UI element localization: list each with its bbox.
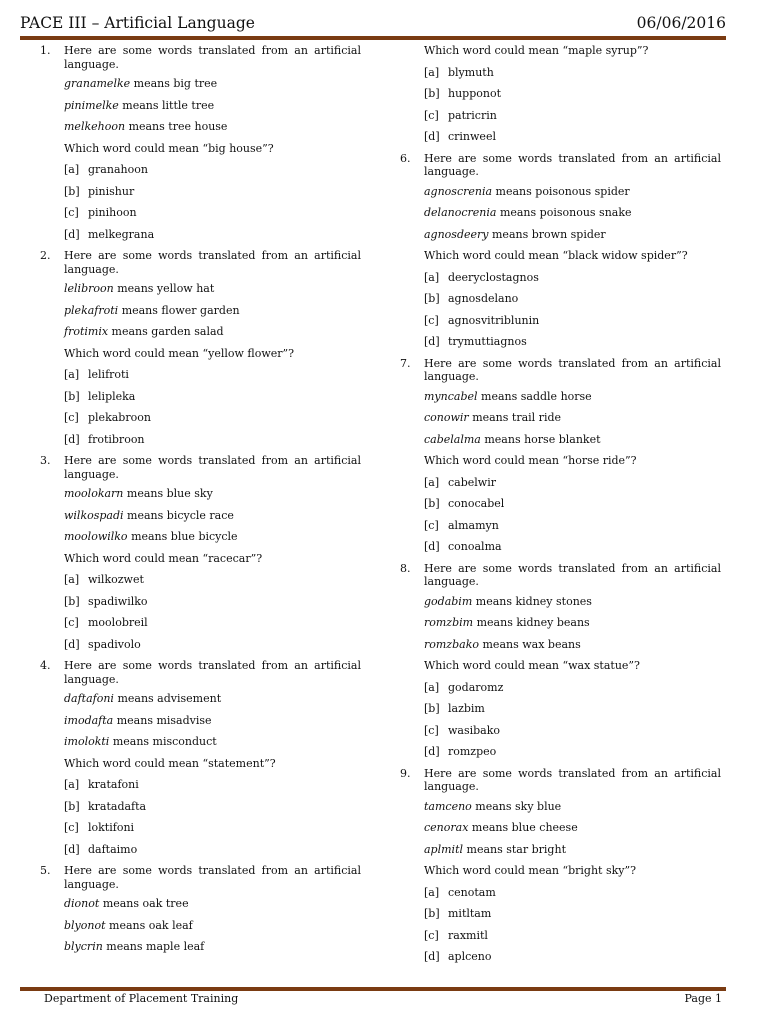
example-word: moolowilko [64, 530, 128, 543]
option-text: spadiwilko [88, 594, 148, 608]
option-text: plekabroon [88, 411, 151, 424]
option-c [40, 821, 361, 843]
option-a [400, 681, 721, 703]
question-3 [40, 454, 361, 659]
question-5-continued [400, 44, 721, 152]
option-a [40, 163, 361, 185]
question-intro: Here are some words translated from an artificial language. [424, 151, 721, 178]
question-intro: Here are some words translated from an artificial language. [64, 454, 361, 481]
option-a [400, 271, 721, 293]
option-d [400, 745, 721, 767]
example-word: daftafoni [64, 692, 114, 705]
option-text: hupponot [448, 87, 502, 100]
example-word: delanocrenia [424, 206, 497, 219]
question-prompt: Which word could mean “maple syrup”? [424, 44, 649, 57]
option-label: [a] [64, 368, 80, 381]
option-label: [c] [424, 108, 439, 122]
option-label: [b] [64, 389, 80, 403]
option-d [400, 130, 721, 152]
option-a [400, 66, 721, 88]
example-meaning: means advisement [117, 692, 222, 705]
example-meaning: means misadvise [116, 713, 212, 727]
option-text: kratadafta [88, 799, 147, 813]
example-line [400, 638, 721, 660]
right-column [400, 44, 721, 972]
example-line [40, 735, 361, 757]
option-d [400, 335, 721, 357]
question-4 [40, 659, 361, 864]
example-line [40, 325, 361, 347]
example-line [40, 487, 361, 509]
option-label: [d] [64, 637, 80, 651]
footer-department: Department of Placement Training [44, 992, 239, 1005]
option-label: [d] [64, 227, 80, 241]
question-8 [400, 562, 721, 767]
option-text: agnosdelano [448, 292, 519, 305]
example-word: aplmitl [424, 842, 464, 856]
example-line [40, 919, 361, 941]
example-meaning: means wax beans [482, 637, 581, 651]
example-line [40, 77, 361, 99]
option-text: godaromz [448, 680, 504, 694]
page-footer [44, 992, 722, 1005]
example-meaning: means flower garden [121, 303, 240, 317]
example-meaning: means big tree [133, 77, 218, 90]
option-text: raxmitl [448, 928, 488, 942]
question-prompt: Which word could mean “racecar”? [64, 551, 263, 565]
example-meaning: means tree house [128, 120, 228, 133]
option-text: mitltam [448, 907, 492, 920]
option-b [40, 185, 361, 207]
example-line [400, 821, 721, 843]
question-intro: Here are some words translated from an artificial language. [64, 249, 361, 276]
example-word: wilkospadi [64, 508, 124, 522]
option-label: [c] [64, 411, 79, 424]
question-intro: Here are some words translated from an artificial language. [424, 766, 721, 793]
example-line [40, 530, 361, 552]
example-meaning: means oak tree [102, 897, 189, 910]
option-a [40, 573, 361, 595]
option-d [40, 433, 361, 455]
page-header [20, 14, 726, 36]
option-label: [c] [424, 723, 439, 737]
header-title: PACE III – Artificial Language [20, 14, 255, 32]
option-label: [d] [64, 432, 80, 446]
option-b [400, 292, 721, 314]
question-6 [400, 152, 721, 357]
question-intro: Here are some words translated from an artificial language. [64, 659, 361, 686]
example-word: godabim [424, 594, 473, 608]
example-line [40, 897, 361, 919]
option-label: [c] [424, 313, 439, 327]
example-word: myncabel [424, 389, 478, 403]
option-label: [b] [424, 907, 440, 920]
option-label: [d] [424, 335, 440, 348]
option-text: daftaimo [88, 842, 138, 856]
example-meaning: means garden salad [111, 325, 224, 338]
option-text: deeryclostagnos [448, 270, 539, 284]
option-label: [d] [424, 130, 440, 143]
option-text: romzpeo [448, 745, 497, 758]
example-word: moolokarn [64, 487, 124, 500]
example-meaning: means blue cheese [471, 821, 578, 834]
example-line [40, 282, 361, 304]
option-label: [d] [424, 950, 440, 963]
question-number: 8. [400, 561, 411, 575]
example-word: lelibroon [64, 282, 114, 295]
option-text: conoalma [448, 540, 502, 553]
option-text: loktifoni [88, 821, 135, 834]
option-d [40, 638, 361, 660]
option-a [400, 886, 721, 908]
question-number: 5. [40, 864, 51, 877]
example-word: imolokti [64, 735, 110, 748]
header-date: 06/06/2016 [636, 14, 726, 32]
option-label: [a] [424, 65, 440, 79]
example-line [40, 99, 361, 121]
option-c [400, 724, 721, 746]
example-meaning: means oak leaf [109, 918, 193, 932]
question-intro: Here are some words translated from an artificial language. [64, 44, 361, 71]
example-word: cabelalma [424, 432, 481, 446]
example-line [400, 843, 721, 865]
example-line [40, 509, 361, 531]
option-b [400, 497, 721, 519]
option-text: frotibroon [88, 432, 145, 446]
option-text: wasibako [448, 723, 501, 737]
example-line [40, 940, 361, 962]
option-label: [a] [424, 475, 440, 489]
example-line [40, 304, 361, 326]
option-c [40, 616, 361, 638]
option-text: kratafoni [88, 778, 139, 791]
question-number: 4. [40, 659, 51, 672]
option-a [40, 778, 361, 800]
footer-page-number: Page 1 [684, 992, 722, 1005]
example-line [40, 120, 361, 142]
example-line [400, 185, 721, 207]
option-d [40, 228, 361, 250]
example-line [400, 616, 721, 638]
example-meaning: means little tree [122, 98, 215, 112]
question-prompt: Which word could mean “black widow spider”? [424, 249, 688, 262]
option-text: blymuth [448, 65, 494, 79]
option-label: [c] [64, 821, 79, 834]
option-text: moolobreil [88, 616, 148, 629]
example-meaning: means kidney beans [476, 616, 590, 629]
question-prompt: Which word could mean “big house”? [64, 141, 274, 155]
option-c [40, 411, 361, 433]
option-text: cabelwir [448, 475, 496, 489]
example-meaning: means sky blue [475, 799, 562, 813]
question-2 [40, 249, 361, 454]
question-number: 1. [40, 44, 51, 57]
example-line [400, 800, 721, 822]
example-word: melkehoon [64, 120, 126, 133]
question-prompt: Which word could mean “statement”? [64, 756, 276, 770]
option-label: [b] [424, 702, 440, 715]
option-label: [a] [424, 270, 440, 284]
option-label: [b] [64, 184, 80, 198]
option-label: [a] [64, 163, 80, 176]
option-label: [a] [424, 680, 440, 694]
option-label: [a] [424, 885, 440, 899]
option-text: pinishur [88, 184, 135, 198]
footer-rule [20, 987, 726, 991]
example-meaning: means bicycle race [127, 508, 234, 522]
example-word: tamceno [424, 799, 472, 813]
example-meaning: means misconduct [112, 735, 217, 748]
example-meaning: means brown spider [492, 227, 606, 241]
example-word: pinimelke [64, 98, 119, 112]
example-line [40, 714, 361, 736]
example-word: blyonot [64, 918, 106, 932]
example-meaning: means blue sky [126, 487, 213, 500]
option-b [400, 702, 721, 724]
option-text: conocabel [448, 497, 505, 510]
example-word: plekafroti [64, 303, 119, 317]
example-word: granamelke [64, 77, 131, 90]
header-rule [20, 36, 726, 40]
option-a [40, 368, 361, 390]
option-label: [c] [424, 928, 439, 942]
example-meaning: means kidney stones [475, 594, 592, 608]
option-text: aplceno [448, 950, 492, 963]
example-line [400, 206, 721, 228]
question-number: 9. [400, 766, 411, 780]
example-line [400, 595, 721, 617]
option-c [40, 206, 361, 228]
example-line [400, 411, 721, 433]
option-text: almamyn [448, 518, 499, 532]
option-label: [d] [64, 842, 80, 856]
example-word: agnosdeery [424, 227, 489, 241]
option-label: [b] [424, 292, 440, 305]
question-number: 3. [40, 454, 51, 467]
example-word: imodafta [64, 713, 114, 727]
option-b [40, 800, 361, 822]
question-intro: Here are some words translated from an artificial language. [64, 864, 361, 891]
question-number: 2. [40, 249, 51, 262]
option-text: crinweel [448, 130, 496, 143]
question-prompt: Which word could mean “bright sky”? [424, 864, 637, 877]
example-line [40, 692, 361, 714]
option-d [400, 540, 721, 562]
example-meaning: means star bright [466, 842, 566, 856]
option-b [400, 87, 721, 109]
example-meaning: means saddle horse [481, 389, 592, 403]
option-text: pinihoon [88, 206, 137, 219]
option-label: [a] [64, 778, 80, 791]
question-9 [400, 767, 721, 972]
option-c [400, 109, 721, 131]
option-label: [b] [424, 87, 440, 100]
example-word: cenorax [424, 821, 469, 834]
question-intro: Here are some words translated from an artificial language. [424, 561, 721, 588]
example-word: blycrin [64, 940, 103, 953]
option-a [400, 476, 721, 498]
left-column [40, 44, 361, 962]
option-text: trymuttiagnos [448, 335, 527, 348]
option-b [40, 595, 361, 617]
option-c [400, 519, 721, 541]
question-5 [40, 864, 361, 962]
example-word: romzbim [424, 616, 474, 629]
option-text: spadivolo [88, 637, 141, 651]
example-line [400, 390, 721, 412]
example-meaning: means yellow hat [117, 282, 215, 295]
example-line [400, 228, 721, 250]
option-label: [c] [64, 616, 79, 629]
option-text: lazbim [448, 702, 485, 715]
example-word: dionot [64, 897, 100, 910]
question-number: 6. [400, 151, 411, 165]
example-line [400, 433, 721, 455]
option-d [40, 843, 361, 865]
option-text: melkegrana [88, 227, 155, 241]
example-word: frotimix [64, 325, 109, 338]
question-7 [400, 357, 721, 562]
example-meaning: means poisonous snake [499, 206, 632, 219]
example-meaning: means trail ride [472, 411, 562, 424]
option-label: [a] [64, 573, 80, 586]
option-label: [d] [424, 540, 440, 553]
question-intro: Here are some words translated from an artificial language. [424, 356, 721, 383]
option-c [400, 929, 721, 951]
question-1 [40, 44, 361, 249]
example-meaning: means maple leaf [106, 940, 205, 953]
question-number: 7. [400, 356, 411, 370]
option-label: [d] [424, 745, 440, 758]
question-prompt: Which word could mean “horse ride”? [424, 454, 637, 467]
option-text: wilkozwet [88, 573, 144, 586]
example-meaning: means blue bicycle [131, 530, 238, 543]
example-meaning: means poisonous spider [495, 184, 630, 198]
question-prompt: Which word could mean “yellow flower”? [64, 346, 295, 360]
option-text: patricrin [448, 108, 497, 122]
example-word: romzbako [424, 637, 479, 651]
option-text: agnosvitriblunin [448, 313, 540, 327]
option-text: cenotam [448, 885, 496, 899]
example-meaning: means horse blanket [484, 432, 601, 446]
option-label: [b] [64, 799, 80, 813]
option-c [400, 314, 721, 336]
example-word: agnoscrenia [424, 184, 493, 198]
option-text: granahoon [88, 163, 148, 176]
option-text: lelifroti [88, 368, 129, 381]
option-b [400, 907, 721, 929]
option-b [40, 390, 361, 412]
option-text: lelipleka [88, 389, 136, 403]
example-word: conowir [424, 411, 469, 424]
option-label: [c] [424, 518, 439, 532]
option-label: [b] [64, 594, 80, 608]
option-label: [c] [64, 206, 79, 219]
option-label: [b] [424, 497, 440, 510]
option-d [400, 950, 721, 972]
question-prompt: Which word could mean “wax statue”? [424, 659, 640, 672]
